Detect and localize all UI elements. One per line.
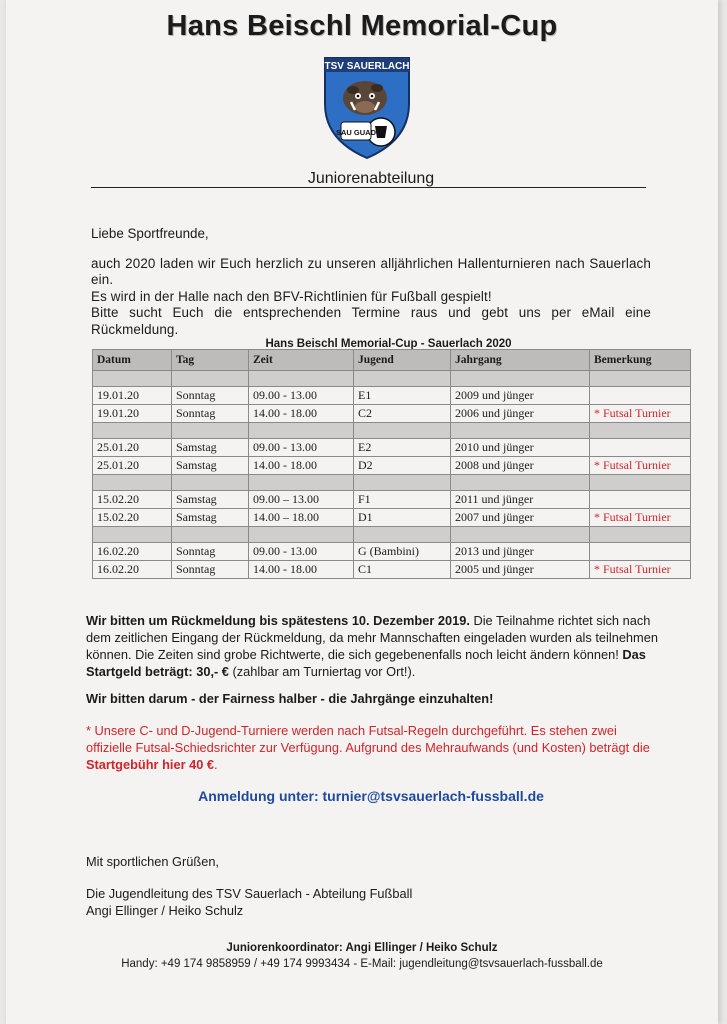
cell-jahrgang: 2011 und jünger [451, 491, 590, 509]
signup-email-link[interactable]: Anmeldung unter: turnier@tsvsauerlach-fussball.de [198, 788, 544, 804]
signature-line-2: Angi Ellinger / Heiko Schulz [86, 903, 244, 918]
spacer-cell [249, 371, 354, 387]
cell-bemerkung [590, 387, 691, 405]
entry-fee: Das Startgeld beträgt: 30,- € [86, 647, 646, 679]
cell-jahrgang: 2008 und jünger [451, 457, 590, 475]
table-spacer-row [93, 371, 691, 387]
signature [86, 885, 666, 919]
signature-line-1: Die Jugendleitung des TSV Sauerlach - Abteilung Fußball [86, 886, 413, 901]
cell-jugend: C2 [354, 405, 451, 423]
table-spacer-row [93, 423, 691, 439]
table-row [93, 543, 691, 561]
cell-datum: 25.01.20 [93, 457, 172, 475]
cell-bemerkung [590, 491, 691, 509]
schedule-body [93, 371, 691, 579]
header-bemerkung: Bemerkung [590, 350, 691, 371]
spacer-cell [249, 475, 354, 491]
cell-datum: 15.02.20 [93, 509, 172, 527]
intro-line-2: Es wird in der Halle nach den BFV-Richtlinien für Fußball gespielt! [91, 288, 492, 304]
table-row [93, 491, 691, 509]
spacer-cell [93, 475, 172, 491]
cell-tag: Samstag [172, 491, 249, 509]
crest-club-text: TSV SAUERLACH [324, 61, 410, 72]
spacer-cell [354, 423, 451, 439]
cell-bemerkung [590, 439, 691, 457]
cell-jugend: E1 [354, 387, 451, 405]
fairness-note: Wir bitten darum - der Fairness halber - die Jahrgänge einzuhalten! [86, 691, 494, 706]
cell-zeit: 14.00 - 18.00 [249, 405, 354, 423]
cell-tag: Samstag [172, 457, 249, 475]
cell-tag: Sonntag [172, 405, 249, 423]
club-crest-logo [315, 52, 419, 162]
cell-jugend: E2 [354, 439, 451, 457]
cell-bemerkung [590, 543, 691, 561]
spacer-cell [590, 371, 691, 387]
cell-datum: 16.02.20 [93, 543, 172, 561]
table-row [93, 387, 691, 405]
table-spacer-row [93, 527, 691, 543]
spacer-cell [590, 527, 691, 543]
header-tag: Tag [172, 350, 249, 371]
header-jahrgang: Jahrgang [451, 350, 590, 371]
spacer-cell [451, 423, 590, 439]
spacer-cell [590, 475, 691, 491]
table-spacer-row [93, 475, 691, 491]
futsal-note [86, 722, 666, 773]
footer-coordinator: Juniorenkoordinator: Angi Ellinger / Heiko Schulz [226, 942, 498, 954]
header-datum: Datum [93, 350, 172, 371]
cell-datum: 19.01.20 [93, 405, 172, 423]
reply-text: Die Teilnahme richtet sich nach dem zeitlichen Eingang der Rückmeldung, da mehr Mannschaften eingeladen wurden als teilnehmen können. Die Zeiten sind grobe Richtwerte, die sich gegebenenfalls noch leicht ändern können! [86, 613, 658, 662]
cell-zeit: 09.00 - 13.00 [249, 439, 354, 457]
table-row [93, 509, 691, 527]
spacer-cell [93, 371, 172, 387]
header-zeit: Zeit [249, 350, 354, 371]
cell-jahrgang: 2010 und jünger [451, 439, 590, 457]
cell-jugend: F1 [354, 491, 451, 509]
table-row [93, 439, 691, 457]
table-row [93, 457, 691, 475]
crest-badge-text: SAU GUAD [335, 128, 377, 137]
cell-bemerkung: * Futsal Turnier [590, 405, 691, 423]
cell-jugend: D1 [354, 509, 451, 527]
department-heading: Juniorenabteilung [307, 170, 435, 187]
futsal-end: . [214, 757, 218, 772]
cell-zeit: 09.00 - 13.00 [249, 387, 354, 405]
spacer-cell [172, 475, 249, 491]
spacer-cell [354, 527, 451, 543]
intro-paragraph [91, 256, 651, 338]
cell-jahrgang: 2005 und jünger [451, 561, 590, 579]
cell-tag: Sonntag [172, 387, 249, 405]
cell-jahrgang: 2006 und jünger [451, 405, 590, 423]
cell-zeit: 14.00 - 18.00 [249, 457, 354, 475]
spacer-cell [172, 527, 249, 543]
entry-fee-note: (zahlbar am Turniertag vor Ort!). [228, 664, 416, 679]
cell-datum: 19.01.20 [93, 387, 172, 405]
spacer-cell [354, 371, 451, 387]
cell-jahrgang: 2013 und jünger [451, 543, 590, 561]
cell-tag: Samstag [172, 509, 249, 527]
closing: Mit sportlichen Grüßen, [86, 854, 219, 869]
cell-zeit: 09.00 - 13.00 [249, 543, 354, 561]
spacer-cell [249, 527, 354, 543]
table-row [93, 561, 691, 579]
cell-jahrgang: 2009 und jünger [451, 387, 590, 405]
spacer-cell [93, 527, 172, 543]
spacer-cell [93, 423, 172, 439]
table-row [93, 405, 691, 423]
letter-page [6, 0, 718, 1024]
spacer-cell [354, 475, 451, 491]
spacer-cell [451, 371, 590, 387]
table-header-row [93, 350, 691, 371]
cell-jahrgang: 2007 und jünger [451, 509, 590, 527]
spacer-cell [172, 371, 249, 387]
heading-underline [91, 187, 646, 188]
cell-tag: Samstag [172, 439, 249, 457]
cell-bemerkung: * Futsal Turnier [590, 561, 691, 579]
cell-tag: Sonntag [172, 543, 249, 561]
futsal-text: * Unsere C- und D-Jugend-Turniere werden nach Futsal-Regeln durchgeführt. Es stehen zwei offizielle Futsal-Schiedsrichter zur Verfügung. Aufgrund des Mehraufwands (und Kosten) beträgt die [86, 723, 650, 755]
cell-tag: Sonntag [172, 561, 249, 579]
cell-jugend: C1 [354, 561, 451, 579]
intro-line-1: auch 2020 laden wir Euch herzlich zu unseren alljährlichen Hallenturnieren nach Sauerlach ein. [91, 256, 651, 288]
spacer-cell [451, 527, 590, 543]
intro-line-3: Bitte sucht Euch die entsprechenden Termine raus und gebt uns per eMail eine Rückmeldung. [91, 305, 651, 337]
spacer-cell [172, 423, 249, 439]
cell-zeit: 09.00 – 13.00 [249, 491, 354, 509]
cell-bemerkung: * Futsal Turnier [590, 457, 691, 475]
footer-contact: Handy: +49 174 9858959 / +49 174 9993434 - E-Mail: jugendleitung@tsvsauerlach-fussball.de [121, 958, 603, 970]
cell-zeit: 14.00 - 18.00 [249, 561, 354, 579]
document-title: Hans Beischl Memorial-Cup [166, 10, 558, 42]
futsal-fee: Startgebühr hier 40 € [86, 757, 215, 772]
spacer-cell [249, 423, 354, 439]
greeting: Liebe Sportfreunde, [91, 226, 209, 241]
reply-deadline: Wir bitten um Rückmeldung bis spätestens 10. Dezember 2019. [86, 613, 470, 628]
reply-paragraph [86, 612, 666, 680]
spacer-cell [590, 423, 691, 439]
cell-jugend: D2 [354, 457, 451, 475]
cell-datum: 25.01.20 [93, 439, 172, 457]
cell-bemerkung: * Futsal Turnier [590, 509, 691, 527]
cell-datum: 15.02.20 [93, 491, 172, 509]
schedule-table [92, 349, 691, 579]
cell-jugend: G (Bambini) [354, 543, 451, 561]
cell-datum: 16.02.20 [93, 561, 172, 579]
header-jugend: Jugend [354, 350, 451, 371]
spacer-cell [451, 475, 590, 491]
cell-zeit: 14.00 – 18.00 [249, 509, 354, 527]
table-title: Hans Beischl Memorial-Cup - Sauerlach 2020 [265, 338, 512, 350]
